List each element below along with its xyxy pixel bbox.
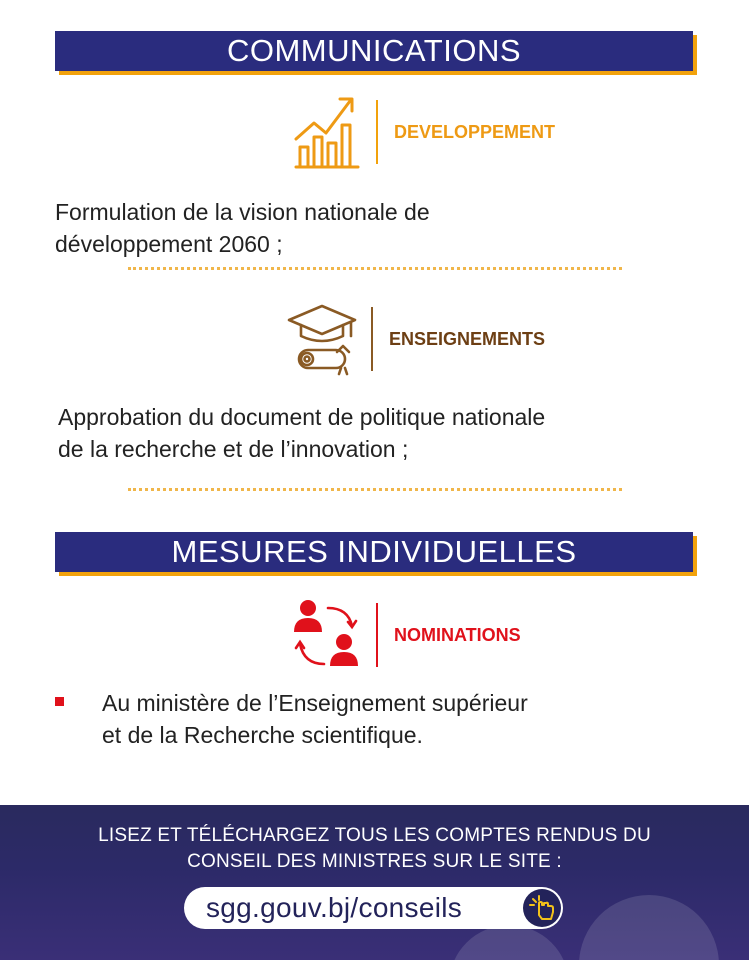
category-label: DEVELOPPEMENT [394,121,556,142]
dotted-divider [128,267,622,276]
graduation-cap-diploma-icon [285,302,359,376]
section-banner-communications [55,31,693,71]
paragraph-line: Formulation de la vision nationale de [55,199,430,225]
category-enseignements [285,302,545,376]
category-developpement [290,95,555,169]
section-title: COMMUNICATIONS [226,33,522,68]
category-nominations [290,598,521,672]
people-exchange-icon [290,598,364,672]
paragraph-line: Approbation du document de politique nationale [58,404,546,430]
website-link[interactable] [184,887,563,929]
growth-chart-icon [290,95,364,169]
dotted-divider [128,488,622,497]
paragraph-enseignements [58,401,718,465]
category-divider [376,100,378,164]
footer-line: LISEZ ET TÉLÉCHARGEZ TOUS LES COMPTES RENDUS DU [98,825,651,846]
paragraph-line: et de la Recherche scientifique. [102,722,423,748]
category-label: NOMINATIONS [394,624,521,645]
category-divider [376,603,378,667]
paragraph-developpement [55,196,655,260]
nomination-item [102,687,702,751]
website-url[interactable]: sgg.gouv.bj/conseils [206,892,463,923]
paragraph-line: Au ministère de l’Enseignement supérieur [102,690,528,716]
bullet-marker [55,697,64,706]
section-banner-mesures [55,532,693,572]
category-divider [371,307,373,371]
footer-line: CONSEIL DES MINISTRES SUR LE SITE : [187,851,562,872]
click-hand-icon[interactable] [523,889,561,927]
section-title: MESURES INDIVIDUELLES [171,534,577,569]
footer [0,805,749,960]
paragraph-line: développement 2060 ; [55,231,283,257]
category-label: ENSEIGNEMENTS [389,328,546,349]
paragraph-line: de la recherche et de l’innovation ; [58,436,409,462]
footer-message [0,823,749,875]
